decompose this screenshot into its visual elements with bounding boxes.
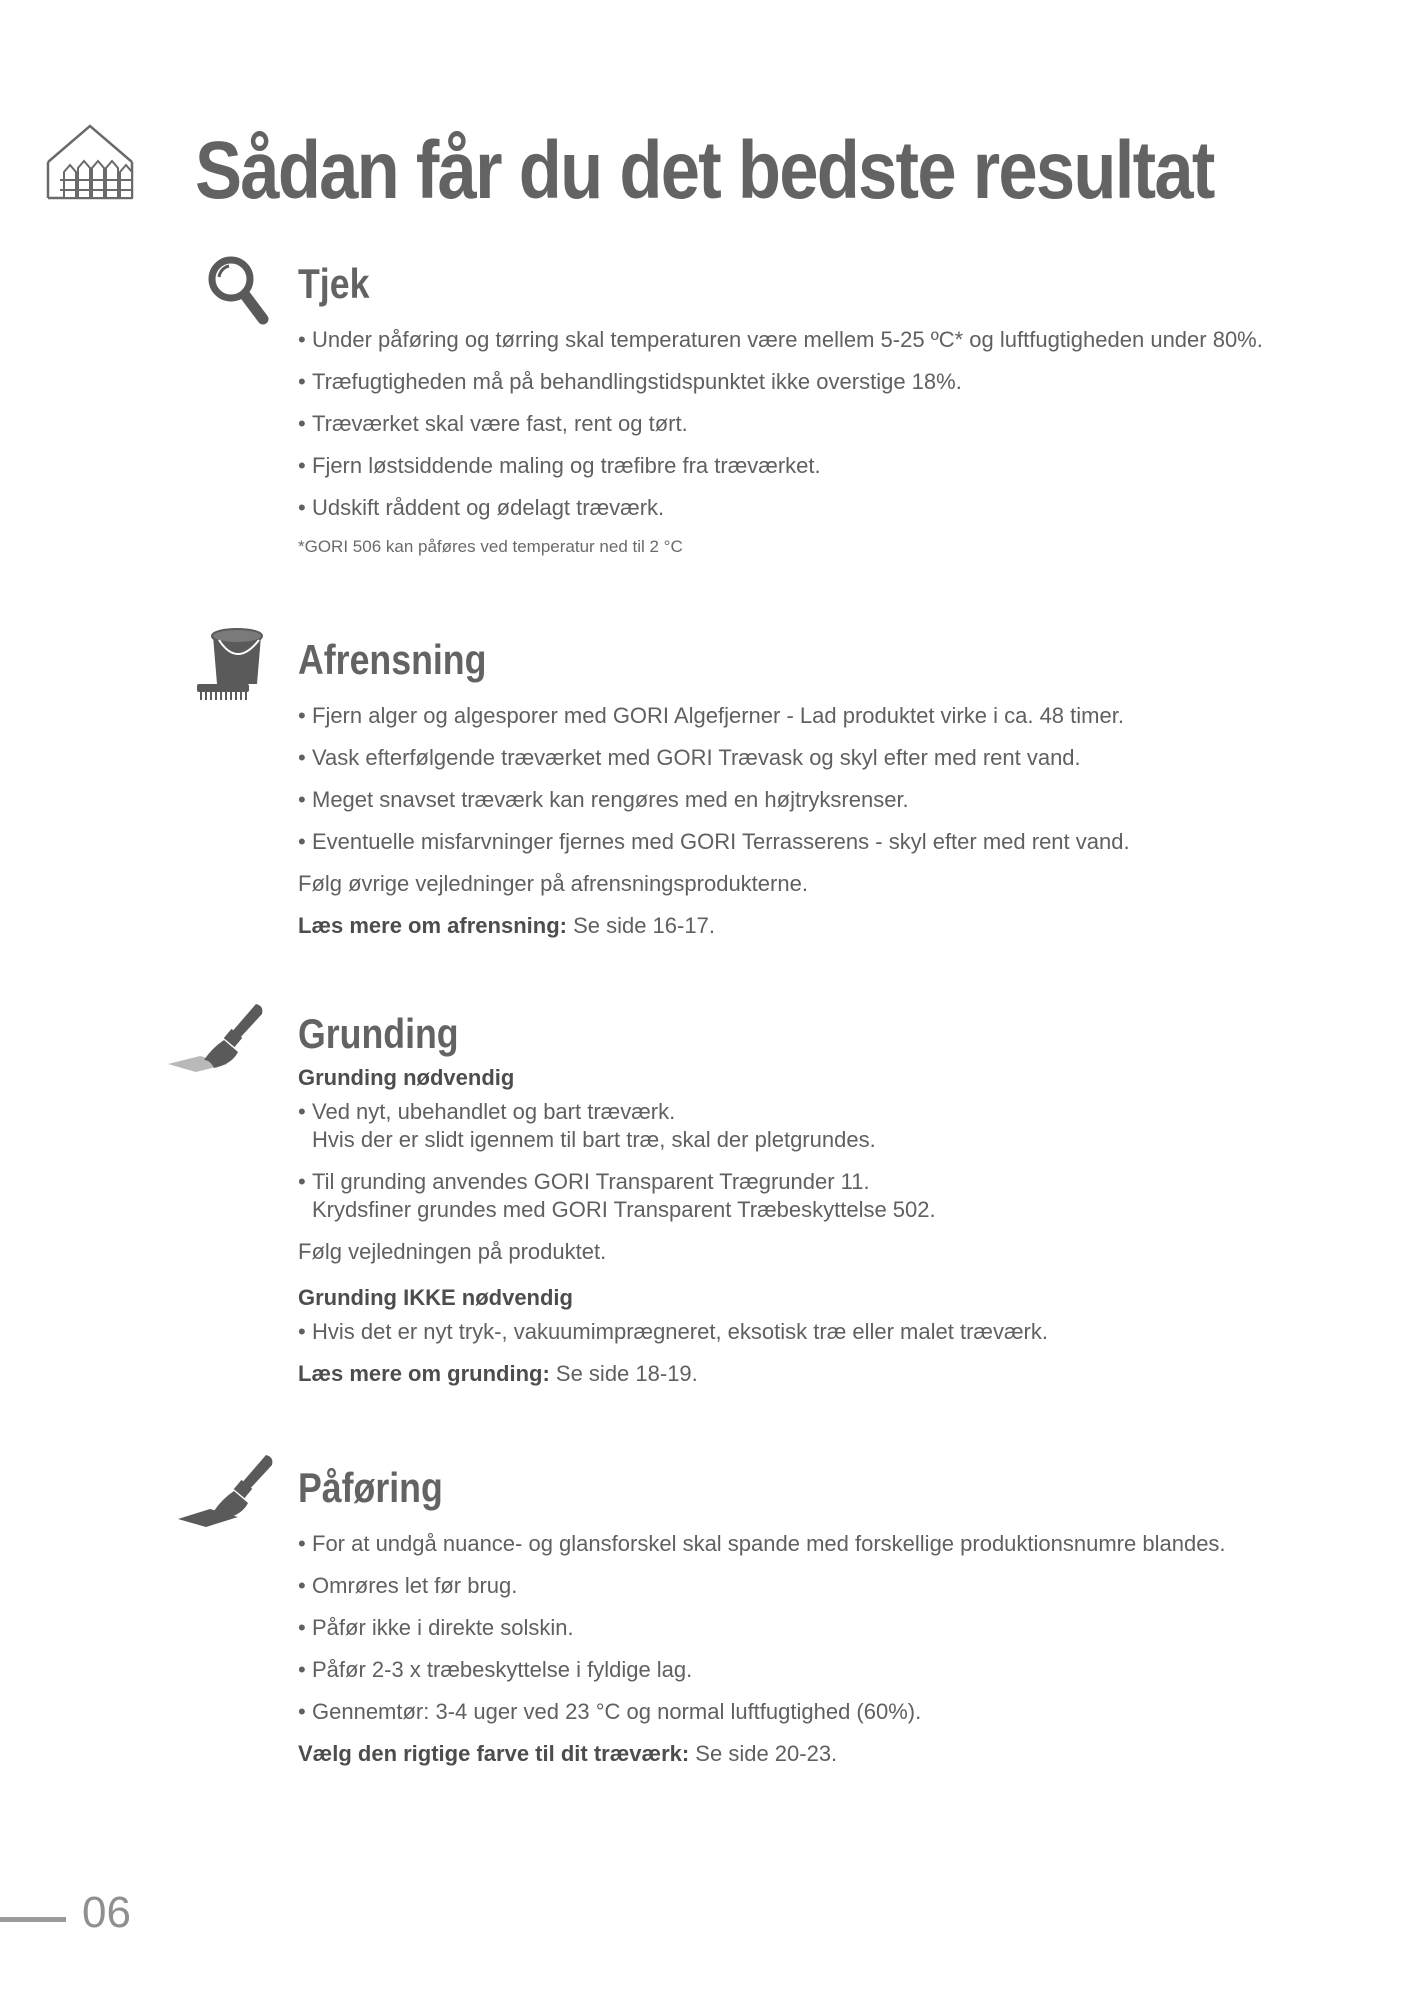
paintbrush-icon [176, 1453, 280, 1529]
read-more-ref: Se side 18-19. [549, 1361, 698, 1386]
read-more-afrensning [298, 912, 1358, 940]
read-more-label: Vælg den rigtige farve til dit træværk: [298, 1741, 690, 1766]
list-item: • Påfør ikke i direkte solskin. [298, 1614, 1358, 1642]
page-title: Sådan får du det bedste resultat [195, 125, 1214, 216]
list-item: • Påfør 2-3 x træbeskyttelse i fyldige lag. [298, 1656, 1358, 1684]
follow-instructions: Følg vejledningen på produktet. [298, 1239, 607, 1264]
subheading-not-needed: Grunding IKKE nødvendig [298, 1285, 573, 1310]
list-item-line: Krydsfiner grundes med GORI Transparent Træbeskyttelse 502. [312, 1197, 936, 1222]
list-item: • Gennemtør: 3-4 uger ved 23 °C og normal luftfugtighed (60%). [298, 1698, 1358, 1726]
section-afrensning [298, 636, 1358, 954]
section-tjek [298, 260, 1358, 558]
subheading-needed: Grunding nødvendig [298, 1065, 515, 1090]
list-item: • Hvis det er nyt tryk-, vakuumimprægneret, eksotisk træ eller malet træværk. [298, 1318, 1358, 1346]
afrensning-bullet-list [298, 702, 1358, 856]
list-item [298, 1098, 1358, 1154]
read-more-label: Læs mere om afrensning: [298, 913, 567, 938]
list-item-line: • Til grunding anvendes GORI Transparent Trægrunder 11. [312, 1169, 870, 1194]
bucket-brush-icon [193, 628, 267, 704]
list-item: • Meget snavset træværk kan rengøres med en højtryksrenser. [298, 786, 1358, 814]
list-item-line: Hvis der er slidt igennem til bart træ, skal der pletgrundes. [312, 1127, 876, 1152]
list-item: • Vask efterfølgende træværket med GORI Trævask og skyl efter med rent vand. [298, 744, 1358, 772]
magnifier-icon [205, 253, 269, 329]
list-item: • For at undgå nuance- og glansforskel skal spande med forskellige produktionsnumre blandes. [298, 1530, 1358, 1558]
list-item-line: • Ved nyt, ubehandlet og bart træværk. [312, 1099, 676, 1124]
list-item: • Træværket skal være fast, rent og tørt. [298, 410, 1358, 438]
list-item: • Træfugtigheden må på behandlingstidspunktet ikke overstige 18%. [298, 368, 1358, 396]
section-title-afrensning: Afrensning [298, 636, 487, 683]
read-more-label: Læs mere om grunding: [298, 1361, 550, 1386]
list-item: • Fjern løstsiddende maling og træfibre fra træværket. [298, 452, 1358, 480]
page-number: 06 [82, 1888, 131, 1937]
read-more-grunding [298, 1360, 1358, 1388]
read-more-ref: Se side 20-23. [689, 1741, 838, 1766]
footnote: *GORI 506 kan påføres ved temperatur ned til 2 °C [298, 537, 683, 556]
house-fence-icon [46, 122, 134, 202]
follow-instructions: Følg øvrige vejledninger på afrensningsprodukterne. [298, 871, 808, 896]
list-item [298, 1168, 1358, 1224]
grunding-needed-list [298, 1098, 1358, 1224]
list-item: • Eventuelle misfarvninger fjernes med GORI Terrasserens - skyl efter med rent vand. [298, 828, 1358, 856]
section-paforing [298, 1464, 1358, 1782]
section-title-grunding: Grunding [298, 1010, 459, 1057]
footer-divider [0, 1917, 66, 1922]
section-grunding [298, 1010, 1358, 1402]
tjek-bullet-list [298, 326, 1358, 522]
list-item: • Udskift råddent og ødelagt træværk. [298, 494, 1358, 522]
paintbrush-icon [166, 1002, 270, 1078]
list-item: • Omrøres let før brug. [298, 1572, 1358, 1600]
read-more-paforing [298, 1740, 1358, 1768]
list-item: • Fjern alger og algesporer med GORI Algefjerner - Lad produktet virke i ca. 48 timer. [298, 702, 1358, 730]
list-item: • Under påføring og tørring skal temperaturen være mellem 5-25 ºC* og luftfugtigheden under 80%. [298, 326, 1358, 354]
paforing-bullet-list [298, 1530, 1358, 1726]
section-title-paforing: Påføring [298, 1464, 443, 1511]
section-title-tjek: Tjek [298, 260, 370, 307]
read-more-ref: Se side 16-17. [566, 913, 715, 938]
grunding-not-needed-list [298, 1318, 1358, 1346]
